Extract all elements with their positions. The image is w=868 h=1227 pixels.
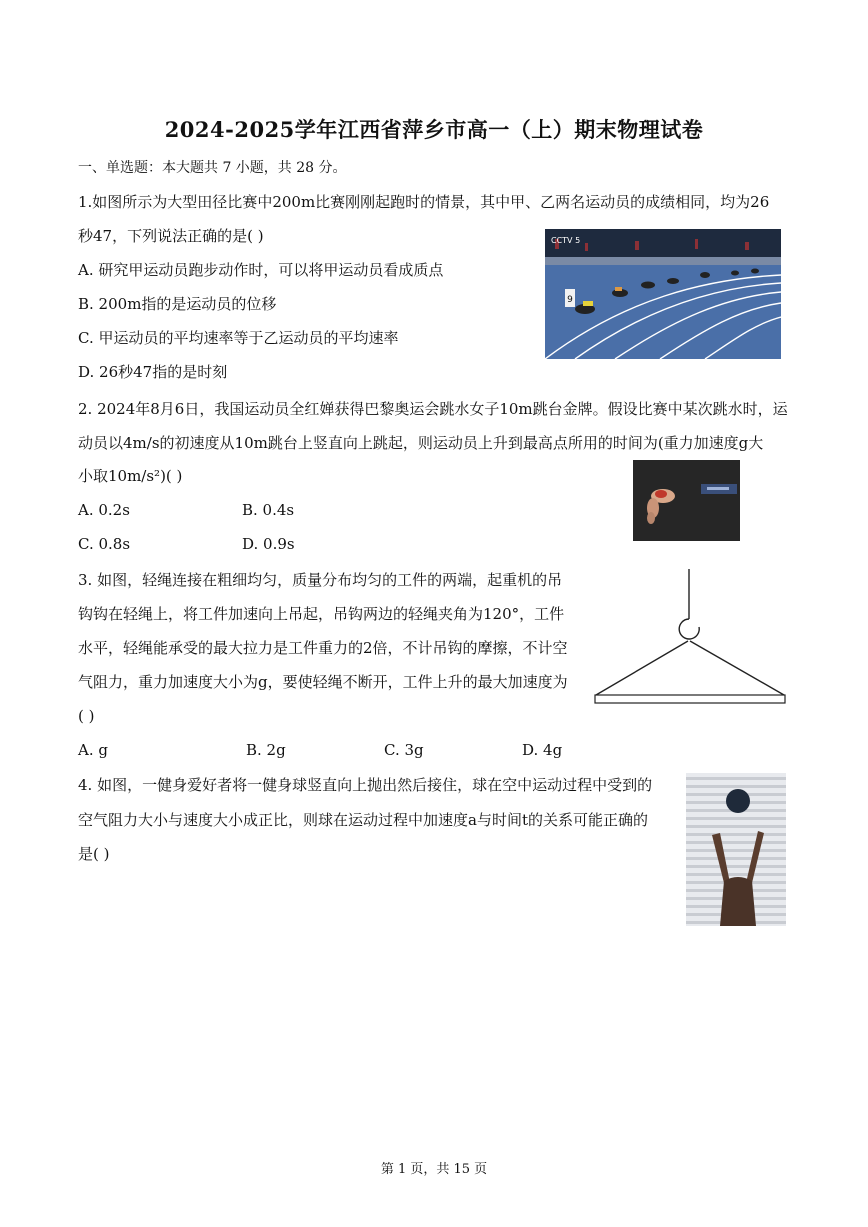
q2-stem-line3: 小取10m/s²)( ) [78, 467, 183, 485]
ball-toss-photo [686, 773, 786, 926]
q3-option-b: B. 2g [246, 741, 286, 759]
q3-stem-line2: 钩钩在轻绳上，将工件加速向上吊起，吊钩两边的轻绳夹角为120°，工件 [78, 605, 565, 623]
q4-stem-line1: 4. 如图，一健身爱好者将一健身球竖直向上抛出然后接住，球在空中运动过程中受到的 [78, 776, 653, 794]
q3-stem-line4: 气阻力，重力加速度大小为g，要使轻绳不断开，工件上升的最大加速度为 [78, 673, 568, 691]
q1-stem-line1: 1.如图所示为大型田径比赛中200m比赛刚刚起跑时的情景，其中甲、乙两名运动员的成绩相同，均为26 [78, 193, 770, 211]
q2-option-c: C. 0.8s [78, 535, 131, 553]
diver-photo [633, 460, 740, 541]
q1-option-c: C. 甲运动员的平均速率等于乙运动员的平均速率 [78, 329, 399, 347]
q3-option-c: C. 3g [384, 741, 424, 759]
q1-option-a: A. 研究甲运动员跑步动作时，可以将甲运动员看成质点 [78, 261, 444, 279]
broadcast-logo: CCTV 5 [551, 236, 581, 245]
q3-option-a: A. g [78, 741, 108, 759]
q2-option-b: B. 0.4s [242, 501, 295, 519]
q4-stem-line3: 是( ) [78, 845, 110, 863]
q3-stem-line5: ( ) [78, 707, 95, 725]
q1-option-b: B. 200m指的是运动员的位移 [78, 295, 277, 313]
sprint-start-photo [545, 229, 781, 359]
lane-number: 9 [567, 295, 573, 305]
section-heading: 一、单选题：本大题共 7 小题，共 28 分。 [78, 160, 347, 176]
q2-option-a: A. 0.2s [78, 501, 130, 519]
crane-hook-diagram [592, 565, 788, 710]
q4-stem-line2: 空气阻力大小与速度大小成正比，则球在运动过程中加速度a与时间t的关系可能正确的 [78, 811, 648, 829]
q2-option-d: D. 0.9s [242, 535, 295, 553]
q2-stem-line2: 动员以4m/s的初速度从10m跳台上竖直向上跳起，则运动员上升到最高点所用的时间为(重力加速度g大 [78, 434, 764, 452]
q3-option-d: D. 4g [522, 741, 563, 759]
page-footer: 第 1 页，共 15 页 [380, 1162, 488, 1177]
exam-title: 2024-2025学年江西省萍乡市高一（上）期末物理试卷 [164, 117, 704, 142]
q1-option-d: D. 26秒47指的是时刻 [78, 363, 228, 381]
q2-stem-line1: 2. 2024年8月6日，我国运动员全红婵获得巴黎奥运会跳水女子10m跳台金牌。假设比赛中某次跳水时，运 [78, 400, 788, 418]
q1-stem-line2: 秒47，下列说法正确的是( ) [78, 227, 264, 245]
q3-stem-line1: 3. 如图，轻绳连接在粗细均匀，质量分布均匀的工件的两端，起重机的吊 [78, 571, 563, 589]
q3-stem-line3: 水平，轻绳能承受的最大拉力是工件重力的2倍，不计吊钩的摩擦，不计空 [78, 639, 568, 657]
